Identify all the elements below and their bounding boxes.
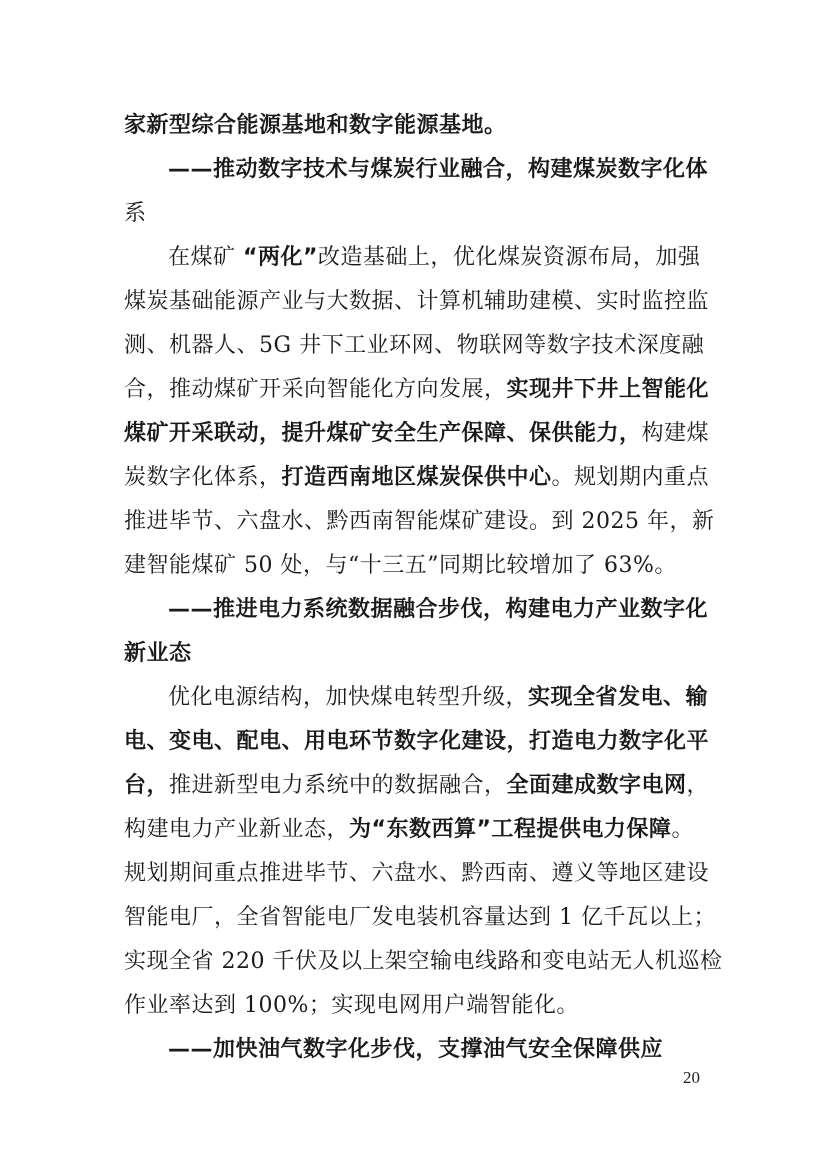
paragraph-line	[124, 412, 710, 456]
text: 建智能煤矿 50 处，与“十三五”同期比较增加了 63%。	[124, 553, 677, 578]
text: 优化电源结构，加快煤电转型升级，	[168, 685, 529, 710]
section-heading-line	[124, 192, 702, 236]
bold-text: 新业态	[124, 641, 192, 666]
section-heading-line	[124, 148, 709, 192]
bold-text: 实现井下井上智能化	[506, 377, 710, 402]
text: 构建煤	[641, 421, 710, 446]
text: 煤炭基础能源产业与大数据、计算机辅助建模、实时监控监	[124, 289, 710, 314]
page-number: 20	[683, 1068, 700, 1087]
paragraph-line	[124, 676, 709, 720]
paragraph-line	[124, 896, 716, 940]
text: 改造基础上，优化煤炭资源布局，加强	[317, 245, 701, 270]
bold-text: 打造西南地区煤炭保供中心	[281, 465, 552, 490]
text: 推进新型电力系统中的数据融合，	[169, 773, 507, 798]
paragraph-line	[124, 720, 710, 764]
bold-text: “两化”	[243, 245, 318, 270]
section-heading-line	[124, 632, 702, 676]
text: 测、机器人、5G 井下工业环网、物联网等数字技术深度融	[124, 333, 705, 358]
paragraph-line	[124, 808, 702, 852]
text: 实现全省 220 千伏及以上架空输电线路和变电站无人机巡检	[124, 949, 723, 974]
paragraph-line	[124, 500, 715, 544]
text: 合，推动煤矿开采向智能化方向发展，	[124, 377, 507, 402]
text: 系	[124, 201, 147, 226]
paragraph-line	[124, 324, 705, 368]
paragraph-line	[124, 852, 710, 896]
text: 智能电厂，全省智能电厂发电装机容量达到 1 亿千瓦以上；	[124, 905, 716, 930]
document-body	[124, 104, 723, 1072]
bold-text: 全面建成数字电网	[506, 773, 687, 798]
text: 炭数字化体系，	[124, 465, 282, 490]
text: 。规划期内重点	[551, 465, 710, 490]
bold-text: 电、变电、配电、用电环节数字化建设，打造电力数字化平	[124, 729, 710, 754]
bold-text: ——加快油气数字化步伐，支撑油气安全保障供应	[168, 1037, 664, 1062]
bold-text: ——推动数字技术与煤炭行业融合，构建煤炭数字化体	[168, 157, 709, 182]
paragraph-line	[124, 456, 710, 500]
bold-text: 实现全省发电、输	[528, 685, 709, 710]
text: 在煤矿	[168, 245, 243, 270]
bold-text: 家新型综合能源基地和数字能源基地。	[124, 113, 507, 138]
text: 规划期间重点推进毕节、六盘水、黔西南、遵义等地区建设	[124, 861, 710, 886]
paragraph-line	[124, 544, 702, 588]
text: 作业率达到 100%；实现电网用户端智能化。	[124, 993, 579, 1018]
text: 构建电力产业新业态，	[124, 817, 350, 842]
bold-text: 台，	[124, 773, 170, 798]
paragraph-line	[124, 368, 710, 412]
text: ，	[686, 773, 710, 798]
bold-text: 为“东数西算”工程提供电力保障	[349, 817, 672, 842]
bold-text: ——推进电力系统数据融合步伐，构建电力产业数字化	[168, 597, 709, 622]
section-heading-line	[124, 104, 702, 148]
section-heading-line	[124, 588, 709, 632]
paragraph-line	[124, 940, 723, 984]
text: 。	[671, 817, 694, 842]
paragraph-line	[124, 236, 702, 280]
bold-text: 煤矿开采联动，提升煤矿安全生产保障、保供能力，	[124, 421, 642, 446]
section-heading-line	[124, 1028, 702, 1072]
paragraph-line	[124, 280, 710, 324]
paragraph-line	[124, 984, 702, 1028]
text: 推进毕节、六盘水、黔西南智能煤矿建设。到 2025 年，新	[124, 509, 715, 534]
paragraph-line	[124, 764, 710, 808]
